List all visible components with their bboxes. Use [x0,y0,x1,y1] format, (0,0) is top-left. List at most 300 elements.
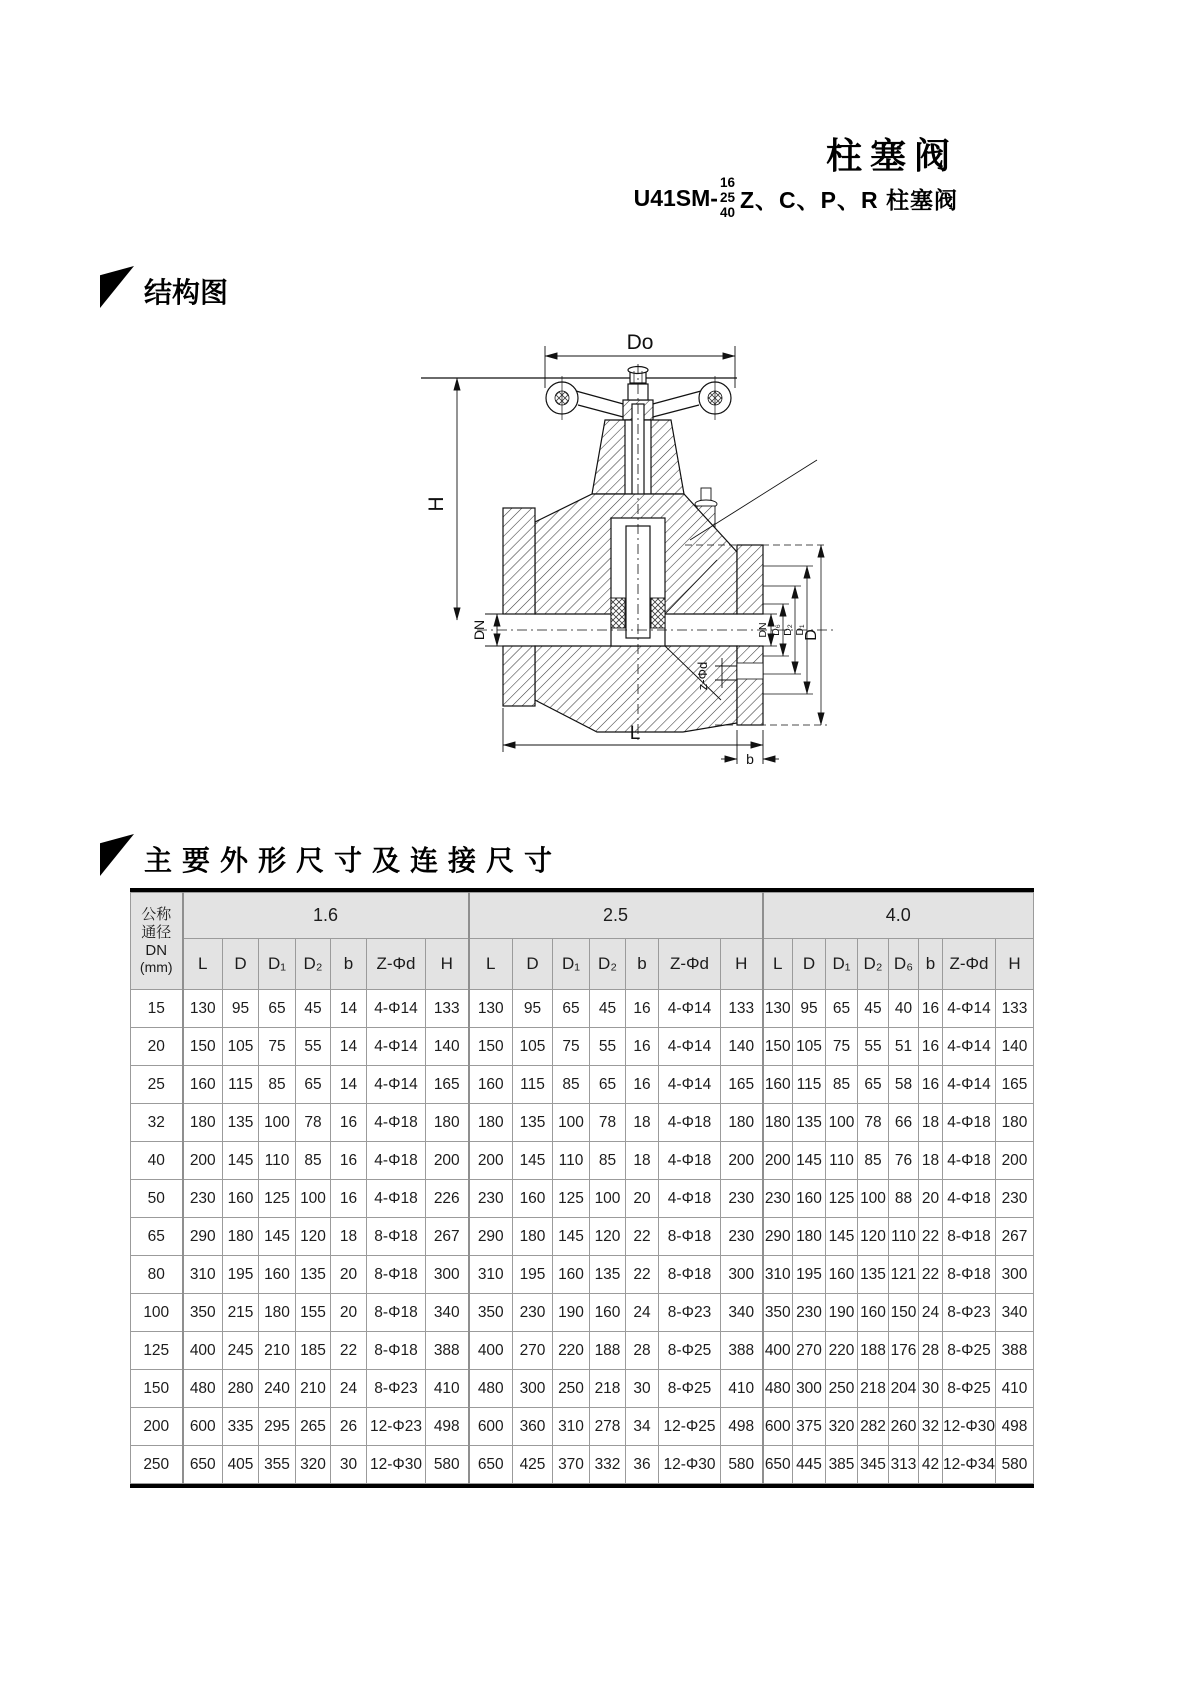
table-cell: 18 [919,1104,943,1142]
table-cell: 140 [426,1028,469,1066]
table-cell: 105 [793,1028,826,1066]
dim-label-d6: D₆ [770,624,782,636]
table-cell: 16 [919,1066,943,1104]
table-cell: 240 [259,1370,296,1408]
table-cell: 230 [513,1294,553,1332]
table-cell: 165 [996,1066,1034,1104]
column-header: H [996,939,1034,990]
dim-label-d2: D₂ [782,624,794,636]
table-cell: 345 [858,1446,889,1484]
table-cell: 95 [223,990,259,1028]
table-row [131,1332,1034,1370]
table-cell: 180 [183,1104,223,1142]
dn-cell: 15 [131,990,183,1028]
table-cell: 145 [259,1218,296,1256]
table-cell: 18 [331,1218,367,1256]
table-cell: 22 [626,1256,659,1294]
table-cell: 410 [426,1370,469,1408]
table-cell: 65 [826,990,858,1028]
dim-label-z-phi-d: z-Φd [695,661,710,691]
table-cell: 45 [858,990,889,1028]
table-cell: 16 [626,1028,659,1066]
table-cell: 350 [183,1294,223,1332]
table-cell: 400 [469,1332,513,1370]
table-cell: 340 [996,1294,1034,1332]
table-cell: 4-Φ14 [659,1066,721,1104]
table-cell: 310 [553,1408,590,1446]
table-cell: 4-Φ18 [659,1180,721,1218]
table-cell: 600 [469,1408,513,1446]
pressure-group-header: 4.0 [763,893,1034,939]
table-cell: 195 [793,1256,826,1294]
dim-label-h: H [425,496,448,512]
column-header: D [793,939,826,990]
table-cell: 498 [996,1408,1034,1446]
column-header: L [763,939,793,990]
table-cell: 355 [259,1446,296,1484]
column-header: D₂ [590,939,626,990]
model-pressure-16: 16 [719,175,735,190]
table-cell: 370 [553,1446,590,1484]
model-pressure-40: 40 [719,204,735,220]
table-cell: 180 [223,1218,259,1256]
table-cell: 78 [858,1104,889,1142]
table-cell: 650 [763,1446,793,1484]
pressure-group-header: 2.5 [469,893,763,939]
table-cell: 20 [331,1294,367,1332]
table-cell: 230 [721,1218,763,1256]
table-cell: 267 [996,1218,1034,1256]
table-cell: 290 [469,1218,513,1256]
table-cell: 16 [331,1142,367,1180]
table-cell: 30 [626,1370,659,1408]
table-cell: 14 [331,1028,367,1066]
table-cell: 12-Φ30 [659,1446,721,1484]
table-cell: 218 [858,1370,889,1408]
table-cell: 28 [919,1332,943,1370]
table-cell: 267 [426,1218,469,1256]
dn-cell: 250 [131,1446,183,1484]
table-cell: 210 [296,1370,331,1408]
table-cell: 16 [626,990,659,1028]
table-row [131,1142,1034,1180]
table-cell: 310 [469,1256,513,1294]
table-cell: 188 [590,1332,626,1370]
table-cell: 300 [721,1256,763,1294]
dn-cell: 100 [131,1294,183,1332]
table-cell: 230 [469,1180,513,1218]
table-row [131,1180,1034,1218]
table-cell: 20 [331,1256,367,1294]
table-row [131,1066,1034,1104]
table-cell: 200 [763,1142,793,1180]
table-cell: 133 [426,990,469,1028]
table-cell: 78 [296,1104,331,1142]
table-cell: 110 [553,1142,590,1180]
table-cell: 600 [183,1408,223,1446]
table-cell: 176 [889,1332,919,1370]
table-cell: 16 [919,1028,943,1066]
table-cell: 8-Φ23 [367,1370,426,1408]
table-cell: 180 [996,1104,1034,1142]
table-cell: 180 [721,1104,763,1142]
dim-label-l: L [629,723,641,744]
table-cell: 650 [183,1446,223,1484]
table-cell: 14 [331,1066,367,1104]
table-cell: 300 [513,1370,553,1408]
table-cell: 110 [259,1142,296,1180]
table-cell: 24 [919,1294,943,1332]
table-cell: 105 [223,1028,259,1066]
table-cell: 400 [183,1332,223,1370]
table-cell: 42 [919,1446,943,1484]
table-cell: 65 [590,1066,626,1104]
table-cell: 480 [183,1370,223,1408]
table-cell: 65 [553,990,590,1028]
dim-label-d: D [803,629,820,641]
dn-cell: 65 [131,1218,183,1256]
table-cell: 105 [513,1028,553,1066]
table-row [131,990,1034,1028]
column-header: D₁ [553,939,590,990]
table-cell: 100 [590,1180,626,1218]
table-row [131,1408,1034,1446]
column-header: D [513,939,553,990]
table-corner-header: 公称 通径 DN (mm) [131,893,183,990]
table-cell: 160 [469,1066,513,1104]
table-cell: 245 [223,1332,259,1370]
table-cell: 125 [826,1180,858,1218]
table-cell: 425 [513,1446,553,1484]
table-cell: 160 [553,1256,590,1294]
table-row [131,1218,1034,1256]
valve-drawing-svg [385,308,845,770]
table-cell: 12-Φ23 [367,1408,426,1446]
table-cell: 18 [626,1104,659,1142]
table-cell: 100 [826,1104,858,1142]
table-cell: 4-Φ18 [659,1142,721,1180]
table-cell: 405 [223,1446,259,1484]
table-cell: 40 [889,990,919,1028]
table-cell: 4-Φ18 [943,1142,996,1180]
table-cell: 650 [469,1446,513,1484]
table-cell: 388 [721,1332,763,1370]
table-cell: 8-Φ18 [367,1218,426,1256]
table-cell: 270 [513,1332,553,1370]
table-cell: 8-Φ18 [943,1218,996,1256]
table-cell: 498 [721,1408,763,1446]
table-cell: 150 [183,1028,223,1066]
column-header: D [223,939,259,990]
table-cell: 133 [996,990,1034,1028]
table-cell: 4-Φ18 [659,1104,721,1142]
table-cell: 160 [259,1256,296,1294]
table-cell: 480 [469,1370,513,1408]
dimensions-table [130,892,1034,1484]
table-cell: 115 [513,1066,553,1104]
table-cell: 145 [513,1142,553,1180]
dim-label-dn-left: DN [471,619,487,641]
table-cell: 110 [826,1142,858,1180]
table-cell: 313 [889,1446,919,1484]
table-cell: 230 [996,1180,1034,1218]
table-cell: 580 [426,1446,469,1484]
table-cell: 22 [626,1218,659,1256]
table-cell: 88 [889,1180,919,1218]
column-header: D₂ [296,939,331,990]
table-cell: 150 [763,1028,793,1066]
table-cell: 600 [763,1408,793,1446]
table-cell: 145 [223,1142,259,1180]
table-cell: 150 [889,1294,919,1332]
table-cell: 4-Φ14 [943,990,996,1028]
model-suffix: Z、C、P、R 柱塞阀 [740,186,958,213]
table-cell: 24 [331,1370,367,1408]
table-cell: 160 [590,1294,626,1332]
table-cell: 28 [626,1332,659,1370]
column-header: Z-Φd [943,939,996,990]
table-cell: 125 [553,1180,590,1218]
table-cell: 18 [919,1142,943,1180]
table-cell: 100 [259,1104,296,1142]
table-cell: 230 [793,1294,826,1332]
table-cell: 335 [223,1408,259,1446]
table-cell: 120 [296,1218,331,1256]
table-cell: 4-Φ14 [367,990,426,1028]
table-cell: 8-Φ23 [943,1294,996,1332]
table-cell: 65 [296,1066,331,1104]
column-header: H [426,939,469,990]
table-cell: 160 [223,1180,259,1218]
table-cell: 76 [889,1142,919,1180]
table-cell: 85 [553,1066,590,1104]
table-row [131,1104,1034,1142]
table-cell: 18 [626,1142,659,1180]
table-cell: 16 [919,990,943,1028]
table-row [131,1028,1034,1066]
table-row [131,1370,1034,1408]
table-cell: 55 [296,1028,331,1066]
table-cell: 210 [259,1332,296,1370]
table-cell: 140 [996,1028,1034,1066]
table-cell: 340 [426,1294,469,1332]
table-cell: 295 [259,1408,296,1446]
table-cell: 4-Φ18 [367,1104,426,1142]
table-cell: 200 [721,1142,763,1180]
table-cell: 310 [183,1256,223,1294]
table-cell: 135 [793,1104,826,1142]
section-dimensions-title: 主要外形尺寸及连接尺寸 [144,844,563,877]
table-cell: 220 [826,1332,858,1370]
table-cell: 410 [996,1370,1034,1408]
table-cell: 30 [331,1446,367,1484]
table-cell: 218 [590,1370,626,1408]
table-cell: 65 [259,990,296,1028]
table-cell: 8-Φ25 [943,1370,996,1408]
table-cell: 250 [826,1370,858,1408]
table-cell: 190 [553,1294,590,1332]
table-cell: 8-Φ25 [943,1332,996,1370]
table-cell: 135 [513,1104,553,1142]
dn-cell: 20 [131,1028,183,1066]
table-cell: 220 [553,1332,590,1370]
column-header: b [626,939,659,990]
table-cell: 110 [889,1218,919,1256]
table-cell: 100 [858,1180,889,1218]
table-cell: 120 [590,1218,626,1256]
table-cell: 14 [331,990,367,1028]
table-cell: 78 [590,1104,626,1142]
model-pressure-stack [720,176,735,221]
table-cell: 150 [469,1028,513,1066]
table-cell: 8-Φ18 [659,1256,721,1294]
table-cell: 100 [553,1104,590,1142]
table-cell: 22 [919,1218,943,1256]
table-cell: 85 [858,1142,889,1180]
dn-cell: 80 [131,1256,183,1294]
table-cell: 180 [426,1104,469,1142]
table-cell: 130 [183,990,223,1028]
column-header: D₂ [858,939,889,990]
table-cell: 188 [858,1332,889,1370]
table-cell: 135 [858,1256,889,1294]
table-cell: 8-Φ18 [367,1256,426,1294]
table-cell: 4-Φ18 [367,1180,426,1218]
table-cell: 95 [793,990,826,1028]
section-marker-icon [100,834,134,876]
table-cell: 4-Φ14 [367,1066,426,1104]
table-cell: 290 [763,1218,793,1256]
column-header: Z-Φd [367,939,426,990]
table-cell: 388 [996,1332,1034,1370]
table-cell: 16 [331,1104,367,1142]
table-cell: 8-Φ18 [943,1256,996,1294]
table-cell: 75 [553,1028,590,1066]
table-cell: 200 [183,1142,223,1180]
table-cell: 20 [626,1180,659,1218]
table-cell: 75 [259,1028,296,1066]
table-cell: 8-Φ25 [659,1370,721,1408]
table-cell: 85 [590,1142,626,1180]
column-header: D₁ [826,939,858,990]
table-cell: 32 [919,1408,943,1446]
dim-label-b: b [746,751,754,767]
table-cell: 34 [626,1408,659,1446]
table-cell: 4-Φ14 [659,1028,721,1066]
table-cell: 4-Φ14 [943,1028,996,1066]
table-cell: 260 [889,1408,919,1446]
model-pressure-25: 25 [719,189,735,205]
table-cell: 195 [223,1256,259,1294]
table-cell: 250 [553,1370,590,1408]
pressure-group-header: 1.6 [183,893,469,939]
dn-cell: 40 [131,1142,183,1180]
column-header: b [919,939,943,990]
table-cell: 160 [763,1066,793,1104]
table-cell: 55 [590,1028,626,1066]
table-cell: 160 [826,1256,858,1294]
table-cell: 445 [793,1446,826,1484]
table-cell: 135 [296,1256,331,1294]
table-cell: 85 [259,1066,296,1104]
dim-label-dn-right: DN [757,622,769,638]
table-cell: 8-Φ18 [367,1294,426,1332]
table-cell: 300 [426,1256,469,1294]
table-cell: 4-Φ14 [367,1028,426,1066]
section-marker-icon [100,266,134,308]
section-structure-heading [100,266,228,311]
table-cell: 12-Φ30 [367,1446,426,1484]
table-row [131,1256,1034,1294]
table-cell: 12-Φ30 [943,1408,996,1446]
table-cell: 133 [721,990,763,1028]
table-cell: 51 [889,1028,919,1066]
table-cell: 282 [858,1408,889,1446]
table-cell: 45 [590,990,626,1028]
table-cell: 16 [626,1066,659,1104]
table-cell: 155 [296,1294,331,1332]
table-cell: 230 [183,1180,223,1218]
valve-body [503,460,817,732]
dim-label-do: Do [626,331,654,354]
table-cell: 8-Φ25 [659,1332,721,1370]
table-cell: 230 [763,1180,793,1218]
table-cell: 200 [996,1142,1034,1180]
table-cell: 135 [590,1256,626,1294]
table-cell: 140 [721,1028,763,1066]
column-header: D₆ [889,939,919,990]
dn-cell: 150 [131,1370,183,1408]
table-cell: 332 [590,1446,626,1484]
table-cell: 290 [183,1218,223,1256]
table-cell: 165 [721,1066,763,1104]
table-cell: 85 [826,1066,858,1104]
table-cell: 498 [426,1408,469,1446]
table-cell: 200 [426,1142,469,1180]
table-cell: 100 [296,1180,331,1218]
dimensions-table-wrap [130,888,1034,1488]
table-cell: 300 [996,1256,1034,1294]
column-header: L [469,939,513,990]
table-cell: 95 [513,990,553,1028]
table-cell: 226 [426,1180,469,1218]
table-cell: 278 [590,1408,626,1446]
table-cell: 400 [763,1332,793,1370]
table-cell: 195 [513,1256,553,1294]
table-cell: 65 [858,1066,889,1104]
model-prefix: U41SM- [633,184,718,211]
table-cell: 580 [996,1446,1034,1484]
table-cell: 135 [223,1104,259,1142]
table-cell: 145 [793,1142,826,1180]
table-cell: 4-Φ18 [367,1142,426,1180]
table-cell: 26 [331,1408,367,1446]
table-cell: 4-Φ14 [943,1066,996,1104]
table-cell: 165 [426,1066,469,1104]
column-header: H [721,939,763,990]
table-cell: 180 [513,1218,553,1256]
dn-cell: 125 [131,1332,183,1370]
model-designation [634,176,958,221]
table-cell: 230 [721,1180,763,1218]
dn-cell: 32 [131,1104,183,1142]
table-cell: 160 [183,1066,223,1104]
table-cell: 160 [858,1294,889,1332]
table-cell: 8-Φ18 [659,1218,721,1256]
dn-cell: 200 [131,1408,183,1446]
table-cell: 385 [826,1446,858,1484]
table-cell: 8-Φ18 [367,1332,426,1370]
